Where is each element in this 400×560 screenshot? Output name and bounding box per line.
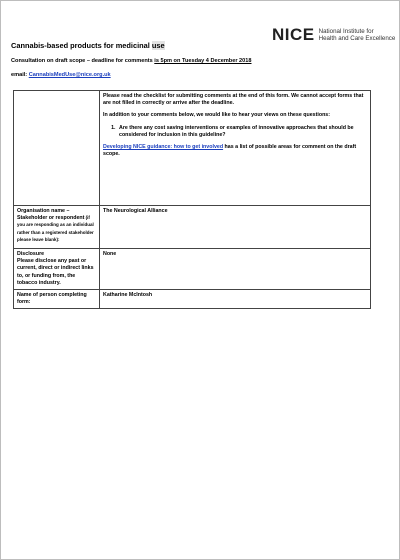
- instructions-cell: [100, 91, 371, 206]
- name-label: Name of person completing form:: [14, 290, 100, 309]
- disclosure-label-cell: [14, 249, 100, 290]
- organisation-row: [14, 206, 371, 249]
- document-title-end: use: [151, 41, 165, 50]
- instructions-left-cell: [14, 91, 100, 206]
- nice-logo: [272, 25, 395, 45]
- instructions-para-2: In addition to your comments below, we would like to hear your views on these questions:: [103, 112, 331, 119]
- disclosure-value[interactable]: None: [100, 249, 371, 290]
- consultation-prefix: Consultation on draft scope – deadline for comments: [11, 58, 155, 64]
- document-title: [11, 41, 165, 50]
- organisation-value[interactable]: The Neurological Alliance: [100, 206, 371, 249]
- email-link[interactable]: CannabisMedUse@nice.org.uk: [28, 72, 111, 78]
- guidance-link[interactable]: Developing NICE guidance: how to get involved: [103, 144, 224, 151]
- logo-word: NICE: [272, 25, 315, 44]
- email-line: [11, 72, 111, 78]
- organisation-label: Organisation name – Stakeholder or respondent: [17, 208, 85, 222]
- organisation-label-cell: [14, 206, 100, 249]
- disclosure-text: Please disclose any past or current, direct or indirect links to, or funding from, the tobacco industry.: [17, 258, 94, 286]
- consultation-deadline: is 5pm on Tuesday 4 December 2018: [154, 58, 252, 64]
- name-value[interactable]: Katharine McIntosh: [100, 290, 371, 309]
- document-title-main: Cannabis-based products for medicinal: [11, 41, 152, 50]
- guidance-suffix: has a list of possible areas for comment on the draft scope.: [103, 144, 357, 158]
- logo-subtitle-line2: Health and Care Excellence: [318, 35, 396, 42]
- disclosure-row: [14, 249, 371, 290]
- question-1: 1. Are there any cost saving interventions or examples of innovative approaches that should be considered for inclusion in this guideline?: [117, 125, 367, 139]
- comments-form-table: [13, 90, 371, 309]
- guidance-para: [103, 144, 367, 158]
- name-row: [14, 290, 371, 309]
- instructions-para-1: Please read the checklist for submitting comments at the end of this form. We cannot accept forms that are not filled in correctly or arrive after the deadline.: [103, 93, 364, 107]
- disclosure-label: Disclosure: [17, 251, 45, 257]
- organisation-hint: (if you are responding as an individual rather than a registered stakeholder please leave blank):: [17, 215, 94, 242]
- logo-subtitle: [319, 28, 396, 42]
- questions-list: [103, 125, 367, 139]
- consultation-line: [11, 58, 252, 64]
- email-label: email:: [11, 72, 29, 78]
- logo-subtitle-line1: National Institute for: [318, 28, 374, 35]
- instructions-row: [14, 91, 371, 206]
